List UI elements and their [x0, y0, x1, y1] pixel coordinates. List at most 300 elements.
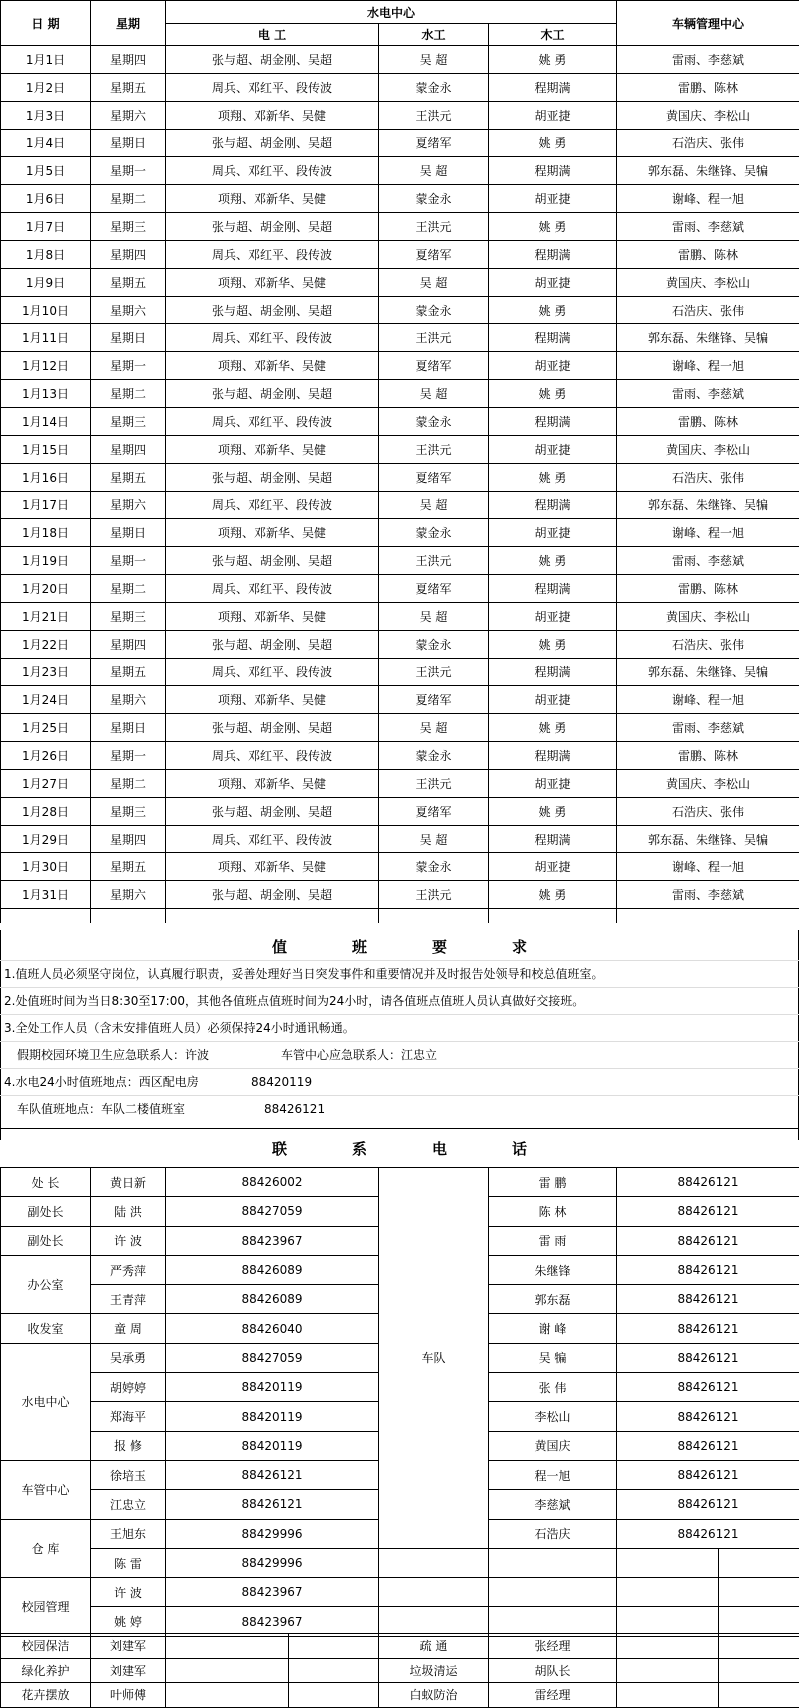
phone-cell: 88420119 — [166, 1402, 379, 1431]
date-cell: 1月31日 — [1, 881, 91, 909]
phone-cell: 88426089 — [166, 1255, 379, 1284]
vehicle-cell: 谢峰、程一旭 — [617, 185, 799, 213]
vehicle-cell: 郭东磊、朱继锋、吴犏 — [617, 324, 799, 352]
contact-row — [1, 1168, 799, 1197]
date-cell: 1月18日 — [1, 519, 91, 547]
contacts-table — [0, 1167, 799, 1637]
empty-cell — [166, 1634, 289, 1659]
phone-cell: 88429996 — [166, 1519, 379, 1548]
sanitation-contact: 假期校园环境卫生应急联系人：许波 — [17, 1042, 209, 1068]
schedule-row — [1, 352, 799, 380]
carpenter-cell: 程期满 — [489, 240, 617, 268]
empty-cell — [489, 1607, 617, 1636]
plumber-cell: 王洪元 — [379, 435, 489, 463]
vehicle-cell: 郭东磊、朱继锋、吴犏 — [617, 658, 799, 686]
vehicle-cell: 雷鹏、陈林 — [617, 742, 799, 770]
phone-cell: 88427059 — [166, 1197, 379, 1226]
team-phone-cell: 88426121 — [617, 1402, 799, 1431]
date-cell: 1月30日 — [1, 853, 91, 881]
empty-cell — [719, 1683, 799, 1708]
electrician-cell: 张与超、胡金刚、吴超 — [166, 797, 379, 825]
team-phone-cell: 88426121 — [617, 1168, 799, 1197]
electrician-cell: 周兵、邓红平、段传波 — [166, 324, 379, 352]
carpenter-cell: 胡亚捷 — [489, 435, 617, 463]
empty-cell — [719, 1634, 799, 1659]
header-water-power-center: 水电中心 — [166, 1, 617, 24]
carpenter-cell: 胡亚捷 — [489, 853, 617, 881]
schedule-row — [1, 268, 799, 296]
team-name-cell: 程一旭 — [489, 1460, 617, 1489]
date-cell: 1月12日 — [1, 352, 91, 380]
vehicle-cell: 郭东磊、朱继锋、吴犏 — [617, 157, 799, 185]
date-cell: 1月24日 — [1, 686, 91, 714]
vehicle-cell: 雷鹏、陈林 — [617, 73, 799, 101]
empty-cell — [166, 1658, 289, 1683]
electrician-cell: 周兵、邓红平、段传波 — [166, 825, 379, 853]
team-name-cell: 陈 林 — [489, 1197, 617, 1226]
team-duty-phone: 88426121 — [264, 1096, 325, 1122]
schedule-row — [1, 46, 799, 74]
schedule-row — [1, 324, 799, 352]
spacer-cell — [489, 909, 617, 924]
schedule-row — [1, 157, 799, 185]
carpenter-cell: 程期满 — [489, 575, 617, 603]
empty-cell — [617, 1683, 719, 1708]
spacer-cell — [617, 909, 799, 924]
vehicle-cell: 石浩庆、张伟 — [617, 296, 799, 324]
requirement-line-4 — [0, 1041, 799, 1068]
vehicle-cell: 谢峰、程一旭 — [617, 352, 799, 380]
electrician-cell: 周兵、邓红平、段传波 — [166, 658, 379, 686]
electrician-cell: 项翔、邓新华、吴健 — [166, 435, 379, 463]
service-name: 疏 通 — [379, 1634, 489, 1659]
vehicle-cell: 石浩庆、张伟 — [617, 630, 799, 658]
empty-cell — [489, 1548, 617, 1577]
vehicle-cell: 雷雨、李慈斌 — [617, 881, 799, 909]
team-duty-location: 车队值班地点：车队二楼值班室 — [17, 1096, 185, 1122]
schedule-row — [1, 853, 799, 881]
carpenter-cell: 程期满 — [489, 658, 617, 686]
weekday-cell: 星期六 — [91, 881, 166, 909]
header-plumber: 水工 — [379, 24, 489, 46]
carpenter-cell: 胡亚捷 — [489, 519, 617, 547]
service-row — [1, 1683, 799, 1708]
electrician-cell: 周兵、邓红平、段传波 — [166, 491, 379, 519]
requirement-line-2: 2.处值班时间为当日8:30至17:00，其他各值班点值班时间为24小时，请各值班点值班人员认真做好交接班。 — [0, 987, 799, 1014]
team-name-cell: 谢 峰 — [489, 1314, 617, 1343]
date-cell: 1月15日 — [1, 435, 91, 463]
vehicle-cell: 谢峰、程一旭 — [617, 686, 799, 714]
weekday-cell: 星期四 — [91, 630, 166, 658]
vehicle-cell: 雷雨、李慈斌 — [617, 46, 799, 74]
name-cell: 吴承勇 — [91, 1343, 166, 1372]
service-row — [1, 1634, 799, 1659]
date-cell: 1月17日 — [1, 491, 91, 519]
name-cell: 王青萍 — [91, 1285, 166, 1314]
service-contact: 张经理 — [489, 1634, 617, 1659]
plumber-cell: 王洪元 — [379, 881, 489, 909]
weekday-cell: 星期一 — [91, 742, 166, 770]
date-cell: 1月22日 — [1, 630, 91, 658]
power-duty-location: 4.水电24小时值班地点：西区配电房 — [4, 1069, 199, 1095]
weekday-cell: 星期四 — [91, 240, 166, 268]
name-cell: 童 周 — [91, 1314, 166, 1343]
carpenter-cell: 姚 勇 — [489, 797, 617, 825]
carpenter-cell: 胡亚捷 — [489, 101, 617, 129]
electrician-cell: 周兵、邓红平、段传波 — [166, 407, 379, 435]
dept-cell: 车管中心 — [1, 1460, 91, 1519]
carpenter-cell: 姚 勇 — [489, 213, 617, 241]
plumber-cell: 蒙金永 — [379, 185, 489, 213]
plumber-cell: 王洪元 — [379, 658, 489, 686]
plumber-cell: 吴 超 — [379, 157, 489, 185]
schedule-row — [1, 185, 799, 213]
empty-cell — [379, 1607, 489, 1636]
empty-cell — [617, 1578, 719, 1607]
phone-cell: 88423967 — [166, 1578, 379, 1607]
weekday-cell: 星期二 — [91, 185, 166, 213]
carpenter-cell: 胡亚捷 — [489, 686, 617, 714]
date-cell: 1月8日 — [1, 240, 91, 268]
carpenter-cell: 胡亚捷 — [489, 602, 617, 630]
service-contact: 叶师傅 — [91, 1683, 166, 1708]
carpenter-cell: 姚 勇 — [489, 463, 617, 491]
carpenter-cell: 胡亚捷 — [489, 352, 617, 380]
phone-cell: 88420119 — [166, 1431, 379, 1460]
section-divider — [0, 1128, 799, 1129]
team-phone-cell: 88426121 — [617, 1373, 799, 1402]
name-cell: 江忠立 — [91, 1490, 166, 1519]
contact-row — [1, 1548, 799, 1577]
carpenter-cell: 胡亚捷 — [489, 769, 617, 797]
schedule-row — [1, 658, 799, 686]
date-cell: 1月10日 — [1, 296, 91, 324]
power-duty-phone: 88420119 — [251, 1069, 312, 1095]
date-cell: 1月26日 — [1, 742, 91, 770]
schedule-row — [1, 881, 799, 909]
vehicle-cell: 谢峰、程一旭 — [617, 853, 799, 881]
schedule-row — [1, 435, 799, 463]
empty-cell — [289, 1634, 379, 1659]
requirement-line-5 — [0, 1068, 799, 1095]
phone-cell: 88426040 — [166, 1314, 379, 1343]
plumber-cell: 王洪元 — [379, 769, 489, 797]
service-contact: 雷经理 — [489, 1683, 617, 1708]
electrician-cell: 张与超、胡金刚、吴超 — [166, 213, 379, 241]
electrician-cell: 周兵、邓红平、段传波 — [166, 575, 379, 603]
header-date: 日 期 — [1, 1, 91, 46]
carpenter-cell: 程期满 — [489, 157, 617, 185]
vehicle-cell: 谢峰、程一旭 — [617, 519, 799, 547]
service-name: 绿化养护 — [1, 1658, 91, 1683]
weekday-cell: 星期四 — [91, 435, 166, 463]
requirements-title: 值 班 要 求 — [0, 936, 799, 958]
plumber-cell: 夏绪军 — [379, 352, 489, 380]
empty-cell — [379, 1578, 489, 1607]
schedule-row — [1, 575, 799, 603]
date-cell: 1月6日 — [1, 185, 91, 213]
schedule-row — [1, 742, 799, 770]
weekday-cell: 星期五 — [91, 853, 166, 881]
weekday-cell: 星期五 — [91, 658, 166, 686]
date-cell: 1月21日 — [1, 602, 91, 630]
contact-row — [1, 1607, 799, 1636]
plumber-cell: 蒙金永 — [379, 73, 489, 101]
plumber-cell: 吴 超 — [379, 268, 489, 296]
service-name: 花卉摆放 — [1, 1683, 91, 1708]
empty-cell — [166, 1683, 289, 1708]
vehicle-cell: 雷鹏、陈林 — [617, 575, 799, 603]
date-cell: 1月3日 — [1, 101, 91, 129]
weekday-cell: 星期日 — [91, 714, 166, 742]
plumber-cell: 吴 超 — [379, 46, 489, 74]
date-cell: 1月19日 — [1, 547, 91, 575]
schedule-row — [1, 73, 799, 101]
spacer-cell — [379, 909, 489, 924]
electrician-cell: 项翔、邓新华、吴健 — [166, 185, 379, 213]
carpenter-cell: 程期满 — [489, 491, 617, 519]
schedule-row — [1, 101, 799, 129]
service-name: 垃圾清运 — [379, 1658, 489, 1683]
vehicle-cell: 黄国庆、李松山 — [617, 435, 799, 463]
date-cell: 1月11日 — [1, 324, 91, 352]
plumber-cell: 夏绪军 — [379, 463, 489, 491]
vehicle-cell: 郭东磊、朱继锋、吴犏 — [617, 491, 799, 519]
weekday-cell: 星期六 — [91, 686, 166, 714]
spacer-cell — [91, 909, 166, 924]
weekday-cell: 星期二 — [91, 769, 166, 797]
phone-cell: 88426002 — [166, 1168, 379, 1197]
name-cell: 报 修 — [91, 1431, 166, 1460]
schedule-row — [1, 380, 799, 408]
date-cell: 1月16日 — [1, 463, 91, 491]
carpenter-cell: 姚 勇 — [489, 296, 617, 324]
carpenter-cell: 胡亚捷 — [489, 185, 617, 213]
phone-cell: 88423967 — [166, 1607, 379, 1636]
header-electrician: 电 工 — [166, 24, 379, 46]
weekday-cell: 星期三 — [91, 602, 166, 630]
vehicle-cell: 黄国庆、李松山 — [617, 101, 799, 129]
spacer-row — [1, 909, 799, 924]
weekday-cell: 星期一 — [91, 157, 166, 185]
vehicle-cell: 郭东磊、朱继锋、吴犏 — [617, 825, 799, 853]
plumber-cell: 夏绪军 — [379, 240, 489, 268]
team-name-cell: 雷 鹏 — [489, 1168, 617, 1197]
dept-cell: 副处长 — [1, 1197, 91, 1226]
schedule-row — [1, 463, 799, 491]
carpenter-cell: 程期满 — [489, 825, 617, 853]
requirement-line-3: 3.全处工作人员（含未安排值班人员）必须保持24小时通讯畅通。 — [0, 1014, 799, 1041]
schedule-row — [1, 491, 799, 519]
electrician-cell: 张与超、胡金刚、吴超 — [166, 380, 379, 408]
electrician-cell: 项翔、邓新华、吴健 — [166, 352, 379, 380]
name-cell: 陈 雷 — [91, 1548, 166, 1577]
vehicle-cell: 雷雨、李慈斌 — [617, 380, 799, 408]
requirement-line-1: 1.值班人员必须坚守岗位，认真履行职责，妥善处理好当日突发事件和重要情况并及时报告处领导和校总值班室。 — [0, 960, 799, 987]
weekday-cell: 星期三 — [91, 797, 166, 825]
team-name-cell: 朱继锋 — [489, 1255, 617, 1284]
contact-row — [1, 1578, 799, 1607]
carpenter-cell: 姚 勇 — [489, 547, 617, 575]
weekday-cell: 星期日 — [91, 324, 166, 352]
plumber-cell: 吴 超 — [379, 380, 489, 408]
team-phone-cell: 88426121 — [617, 1490, 799, 1519]
carpenter-cell: 姚 勇 — [489, 380, 617, 408]
weekday-cell: 星期一 — [91, 547, 166, 575]
empty-cell — [719, 1607, 799, 1636]
vehicle-cell: 雷雨、李慈斌 — [617, 547, 799, 575]
date-cell: 1月4日 — [1, 129, 91, 157]
header-carpenter: 木工 — [489, 24, 617, 46]
empty-cell — [719, 1658, 799, 1683]
phone-cell: 88426121 — [166, 1490, 379, 1519]
plumber-cell: 蒙金永 — [379, 742, 489, 770]
team-label-cell: 车队 — [379, 1168, 489, 1549]
weekday-cell: 星期四 — [91, 46, 166, 74]
weekday-cell: 星期六 — [91, 491, 166, 519]
services-table — [0, 1633, 799, 1708]
date-cell: 1月7日 — [1, 213, 91, 241]
vehicle-contact: 车管中心应急联系人：江忠立 — [281, 1042, 437, 1068]
weekday-cell: 星期五 — [91, 268, 166, 296]
vehicle-cell: 石浩庆、张伟 — [617, 797, 799, 825]
electrician-cell: 项翔、邓新华、吴健 — [166, 686, 379, 714]
name-cell: 郑海平 — [91, 1402, 166, 1431]
dept-cell: 仓 库 — [1, 1519, 91, 1578]
weekday-cell: 星期三 — [91, 213, 166, 241]
dept-cell: 办公室 — [1, 1255, 91, 1314]
empty-cell — [617, 1607, 719, 1636]
schedule-row — [1, 602, 799, 630]
plumber-cell: 王洪元 — [379, 324, 489, 352]
team-name-cell: 石浩庆 — [489, 1519, 617, 1548]
phone-cell: 88429996 — [166, 1548, 379, 1577]
date-cell: 1月9日 — [1, 268, 91, 296]
vehicle-cell: 石浩庆、张伟 — [617, 463, 799, 491]
electrician-cell: 张与超、胡金刚、吴超 — [166, 296, 379, 324]
date-cell: 1月20日 — [1, 575, 91, 603]
plumber-cell: 王洪元 — [379, 547, 489, 575]
header-vehicle-center: 车辆管理中心 — [617, 1, 799, 46]
weekday-cell: 星期二 — [91, 575, 166, 603]
service-contact: 刘建军 — [91, 1634, 166, 1659]
spacer-cell — [166, 909, 379, 924]
name-cell: 黄日新 — [91, 1168, 166, 1197]
weekday-cell: 星期五 — [91, 73, 166, 101]
service-name: 白蚁防治 — [379, 1683, 489, 1708]
spacer-cell — [1, 909, 91, 924]
weekday-cell: 星期二 — [91, 380, 166, 408]
electrician-cell: 周兵、邓红平、段传波 — [166, 157, 379, 185]
team-phone-cell: 88426121 — [617, 1343, 799, 1372]
weekday-cell: 星期日 — [91, 129, 166, 157]
service-name: 校园保洁 — [1, 1634, 91, 1659]
plumber-cell: 吴 超 — [379, 491, 489, 519]
electrician-cell: 项翔、邓新华、吴健 — [166, 268, 379, 296]
vehicle-cell: 石浩庆、张伟 — [617, 129, 799, 157]
plumber-cell: 蒙金永 — [379, 519, 489, 547]
name-cell: 王旭东 — [91, 1519, 166, 1548]
plumber-cell: 蒙金永 — [379, 853, 489, 881]
date-cell: 1月25日 — [1, 714, 91, 742]
vehicle-cell: 黄国庆、李松山 — [617, 769, 799, 797]
vehicle-cell: 黄国庆、李松山 — [617, 602, 799, 630]
weekday-cell: 星期日 — [91, 519, 166, 547]
team-name-cell: 张 伟 — [489, 1373, 617, 1402]
team-phone-cell: 88426121 — [617, 1255, 799, 1284]
phone-cell: 88423967 — [166, 1226, 379, 1255]
service-row — [1, 1658, 799, 1683]
empty-cell — [617, 1634, 719, 1659]
schedule-row — [1, 407, 799, 435]
service-contact: 刘建军 — [91, 1658, 166, 1683]
schedule-row — [1, 769, 799, 797]
carpenter-cell: 姚 勇 — [489, 46, 617, 74]
vehicle-cell: 雷鹏、陈林 — [617, 407, 799, 435]
name-cell: 胡婷婷 — [91, 1373, 166, 1402]
carpenter-cell: 姚 勇 — [489, 129, 617, 157]
dept-cell: 处 长 — [1, 1168, 91, 1197]
team-phone-cell: 88426121 — [617, 1431, 799, 1460]
team-phone-cell: 88426121 — [617, 1460, 799, 1489]
electrician-cell: 项翔、邓新华、吴健 — [166, 769, 379, 797]
date-cell: 1月28日 — [1, 797, 91, 825]
team-name-cell: 雷 雨 — [489, 1226, 617, 1255]
empty-cell — [379, 1548, 489, 1577]
name-cell: 严秀萍 — [91, 1255, 166, 1284]
date-cell: 1月29日 — [1, 825, 91, 853]
date-cell: 1月1日 — [1, 46, 91, 74]
name-cell: 许 波 — [91, 1578, 166, 1607]
team-phone-cell: 88426121 — [617, 1285, 799, 1314]
name-cell: 徐培玉 — [91, 1460, 166, 1489]
schedule-row — [1, 240, 799, 268]
electrician-cell: 张与超、胡金刚、吴超 — [166, 714, 379, 742]
carpenter-cell: 姚 勇 — [489, 881, 617, 909]
carpenter-cell: 姚 勇 — [489, 714, 617, 742]
team-name-cell: 郭东磊 — [489, 1285, 617, 1314]
electrician-cell: 张与超、胡金刚、吴超 — [166, 463, 379, 491]
schedule-row — [1, 825, 799, 853]
dept-cell: 水电中心 — [1, 1343, 91, 1460]
phone-cell: 88426121 — [166, 1460, 379, 1489]
weekday-cell: 星期五 — [91, 463, 166, 491]
carpenter-cell: 程期满 — [489, 324, 617, 352]
date-cell: 1月13日 — [1, 380, 91, 408]
electrician-cell: 张与超、胡金刚、吴超 — [166, 129, 379, 157]
schedule-row — [1, 630, 799, 658]
phone-cell: 88420119 — [166, 1373, 379, 1402]
carpenter-cell: 程期满 — [489, 407, 617, 435]
electrician-cell: 周兵、邓红平、段传波 — [166, 742, 379, 770]
name-cell: 姚 婷 — [91, 1607, 166, 1636]
vehicle-cell: 雷雨、李慈斌 — [617, 714, 799, 742]
vehicle-cell: 雷雨、李慈斌 — [617, 213, 799, 241]
carpenter-cell: 姚 勇 — [489, 630, 617, 658]
dept-cell: 校园管理 — [1, 1578, 91, 1637]
team-phone-cell: 88426121 — [617, 1519, 799, 1548]
date-cell: 1月2日 — [1, 73, 91, 101]
empty-cell — [289, 1658, 379, 1683]
weekday-cell: 星期六 — [91, 101, 166, 129]
plumber-cell: 蒙金永 — [379, 296, 489, 324]
schedule-row — [1, 213, 799, 241]
carpenter-cell: 胡亚捷 — [489, 268, 617, 296]
requirement-line-6 — [0, 1095, 799, 1122]
date-cell: 1月27日 — [1, 769, 91, 797]
schedule-row — [1, 714, 799, 742]
weekday-cell: 星期一 — [91, 352, 166, 380]
